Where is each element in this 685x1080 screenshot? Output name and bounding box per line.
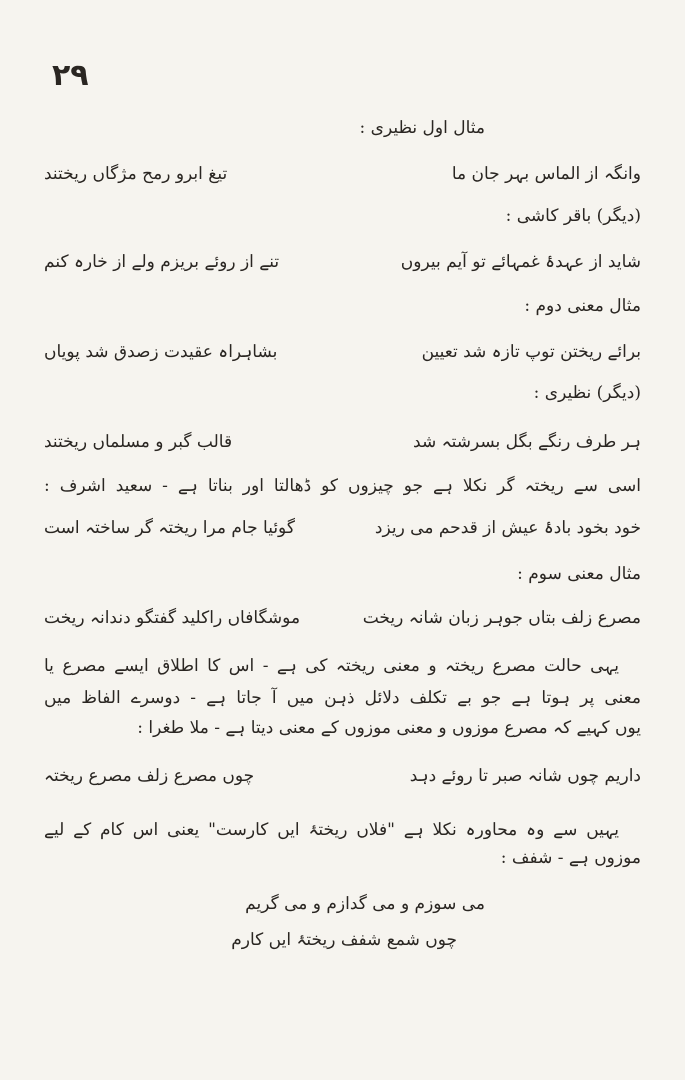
paragraph-line: موزوں ہے - شفف : [500,848,641,868]
heading-example-third: مثال معنی سوم : [517,564,641,584]
heading-other-naziri: (دیگر) نظیری : [533,383,641,403]
paragraph-line: یوں کہیے کہ مصرع موزوں و معنی موزوں کے معنی دیتا ہے - ملا طغرا : [137,718,641,738]
verse-second-hemistich: موشگافاں راکلید گفتگو دندانہ ریخت [44,608,301,628]
verse-first-hemistich: برائے ریختن توپ تازہ شد تعیین [421,342,641,362]
verse-first-hemistich: مصرع زلف بتاں جوہر زبان شانہ ریخت [362,608,641,628]
paragraph-line: یہیں سے وہ محاورہ نکلا ہے "فلاں ریختۂ ایں کارست" یعنی اس کام کے لیے [44,820,619,840]
heading-example-first: مثال اول نظیری : [359,118,485,138]
heading-other-baqir: (دیگر) باقر کاشی : [505,206,641,226]
verse-second-hemistich: چوں مصرع زلف مصرع ریختہ [44,766,255,786]
verse-first-hemistich: داریم چوں شانہ صبر تا روئے دہد [409,766,641,786]
verse-first-hemistich: ہر طرف رنگے بگل بسرشتہ شد [413,432,641,452]
verse-first-hemistich: شاید از عہدۂ غمہائے تو آیم بیروں [400,252,641,272]
couplet-line: می سوزم و می گدازم و می گریم [245,894,485,914]
verse-second-hemistich: تیغ ابرو رمح مژگاں ریختند [44,164,228,184]
verse-second-hemistich: گوئیا جام مرا ریختہ گر ساختہ است [44,518,295,538]
page-number: ۲۹ [52,58,89,93]
verse-second-hemistich: تنے از روئے بریزم ولے از خارہ کنم [44,252,280,272]
verse-second-hemistich: بشاہراہ عقیدت زصدق شد پویاں [44,342,278,362]
heading-example-second: مثال معنی دوم : [524,296,641,316]
paragraph-line: یہی حالت مصرع ریختہ و معنی ریختہ کی ہے - اس کا اطلاق ایسے مصرع یا [44,656,619,676]
verse-second-hemistich: قالب گبر و مسلماں ریختند [44,432,233,452]
prose-line: اسی سے ریختہ گر نکلا ہے جو چیزوں کو ڈھالتا اور بناتا ہے - سعید اشرف : [44,476,641,496]
verse-first-hemistich: خود بخود بادۂ عیش از قدحم می ریزد [374,518,641,538]
verse-first-hemistich: وانگہ از الماس بہر جان ما [451,164,641,184]
couplet-line: چوں شمع شفف ریختۂ ایں کارم [231,930,457,950]
paragraph-line: معنی پر ہوتا ہے جو بے تکلف دلائل ذہن میں آ جاتا ہے - دوسرے الفاظ میں [44,688,641,708]
